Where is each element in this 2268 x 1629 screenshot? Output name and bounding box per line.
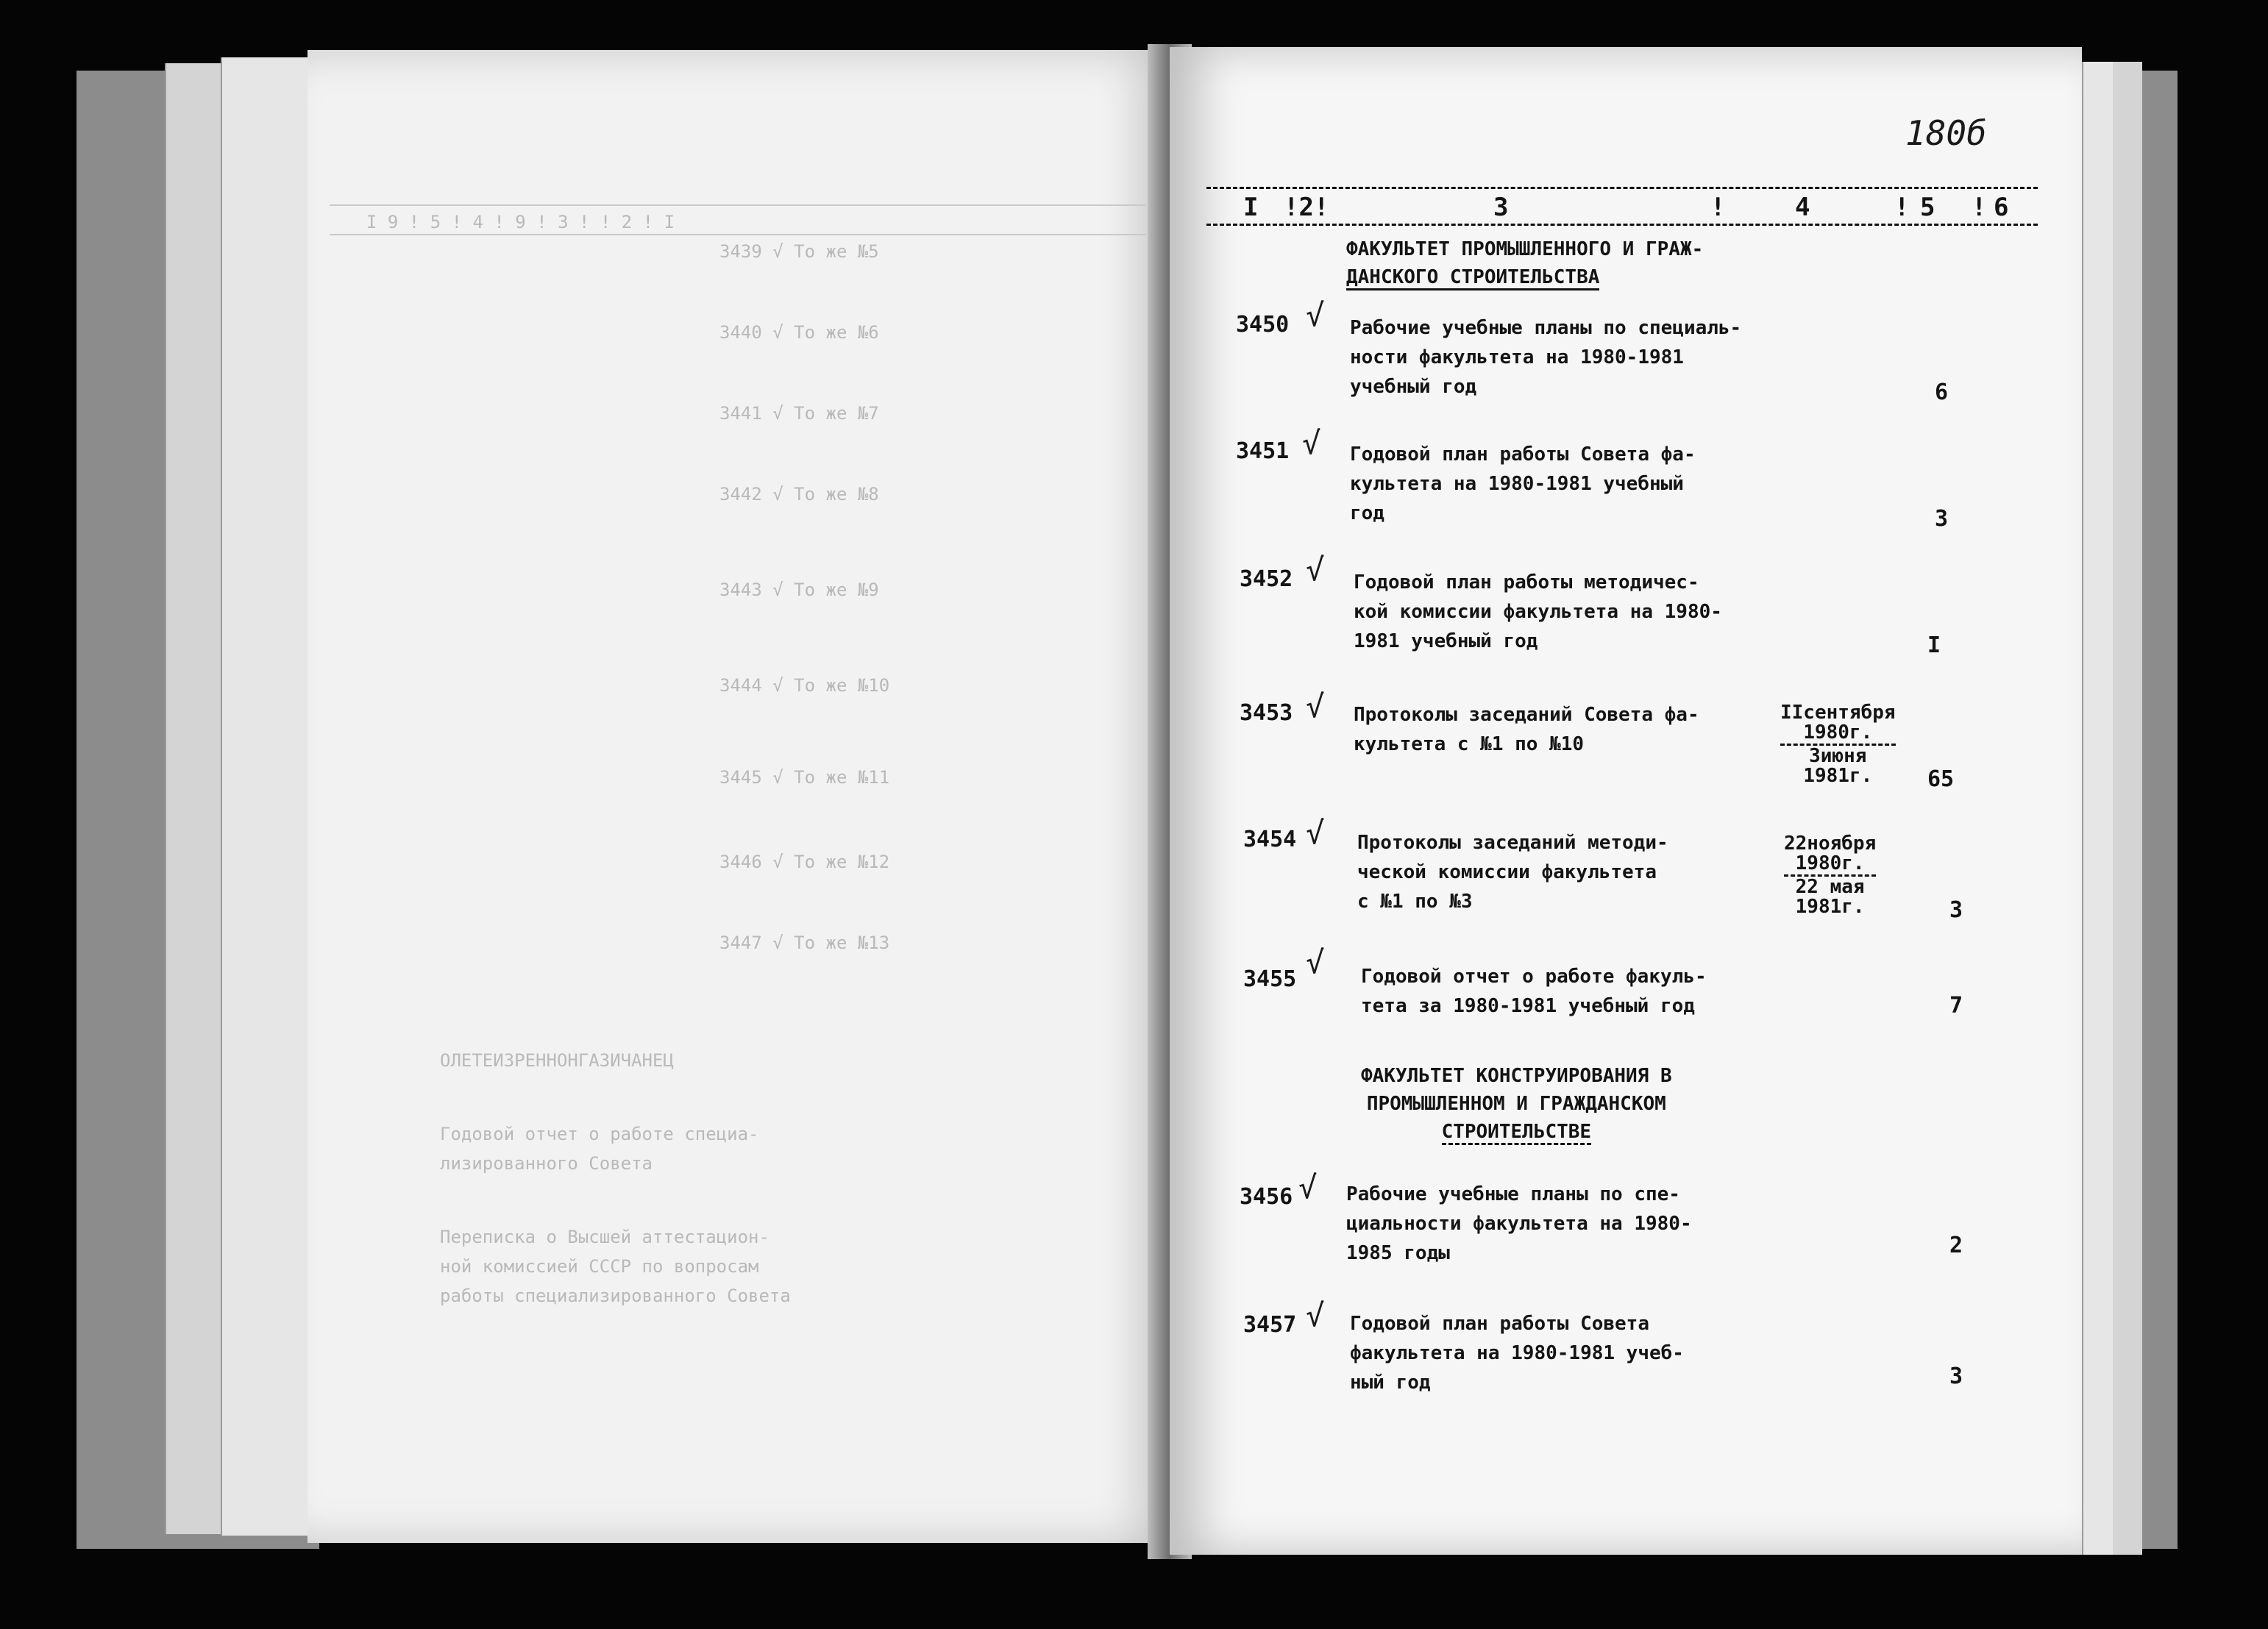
header-col-3: 3 — [1493, 193, 1509, 222]
record-date-range: IIсентября 1980г. 3июня 1981г. — [1780, 702, 1896, 787]
record-title: Рабочие учебные планы по спе- циальности факультета на 1980- 1985 годы — [1346, 1183, 1692, 1264]
checkmark-icon: √ — [1306, 1297, 1325, 1333]
checkmark-icon: √ — [1306, 552, 1325, 588]
record-title: Годовой план работы Совета факультета на 1980-1981 учеб- ный год — [1350, 1313, 1684, 1394]
section-heading-design — [1361, 1062, 1672, 1146]
checkmark-icon: √ — [1306, 944, 1325, 980]
folio-number: 180б — [1905, 113, 1987, 153]
record-sheet-count: 3 — [1949, 1364, 1963, 1389]
left-page-stack-inner — [221, 57, 318, 1536]
header-bottom-rule — [1206, 224, 2038, 226]
record-title: Протоколы заседаний Совета фа- культета с №1 по №10 — [1354, 704, 1699, 755]
header-sep-2: ! — [1894, 193, 1910, 222]
right-page-stack-inner — [2082, 62, 2113, 1555]
record-sheet-count: 3 — [1949, 897, 1963, 923]
right-page — [1170, 47, 2082, 1555]
header-col-1: I — [1243, 193, 1259, 222]
header-col-6: 6 — [1994, 193, 2009, 222]
record-number: 3451 — [1236, 438, 1290, 464]
section-heading-line: СТРОИТЕЛЬСТВЕ — [1442, 1121, 1592, 1145]
checkmark-icon: √ — [1302, 425, 1321, 461]
record-sheet-count: 3 — [1935, 506, 1949, 532]
record-title: Годовой план работы методичес- кой комиссии факультета на 1980- 1981 учебный год — [1354, 571, 1722, 652]
record-number: 3452 — [1240, 566, 1293, 592]
record-title: Протоколы заседаний методи- ческой комиссии факультета с №1 по №3 — [1357, 832, 1668, 913]
section-heading-line: ФАКУЛЬТЕТ ПРОМЫШЛЕННОГО И ГРАЖ- — [1346, 238, 1704, 260]
record-sheet-count: 6 — [1935, 379, 1949, 405]
record-number: 3457 — [1243, 1312, 1297, 1338]
section-heading-line: ПРОМЫШЛЕННОМ И ГРАЖДАНСКОМ — [1366, 1093, 1666, 1115]
record-number: 3450 — [1236, 312, 1290, 338]
checkmark-icon: √ — [1306, 297, 1325, 333]
section-heading-line: ДАНСКОГО СТРОИТЕЛЬСТВА — [1346, 266, 1599, 290]
record-number: 3454 — [1243, 827, 1297, 852]
record-sheet-count: 65 — [1927, 766, 1955, 792]
record-title: Годовой отчет о работе факуль- тета за 1980-1981 учебный год — [1361, 966, 1707, 1017]
header-col-5: 5 — [1920, 193, 1935, 222]
record-title: Годовой план работы Совета фа- культета на 1980-1981 учебный год — [1350, 443, 1696, 524]
record-number: 3453 — [1240, 700, 1293, 726]
record-title: Рабочие учебные планы по специаль- ности факультета на 1980-1981 учебный год — [1350, 317, 1742, 398]
header-col-2: !2! — [1284, 193, 1329, 222]
record-date-range: 22ноября 1980г. 22 мая 1981г. — [1784, 833, 1877, 918]
checkmark-icon: √ — [1298, 1169, 1318, 1205]
left-page: I 9 ! 5 ! 4 ! 9 ! 3 ! ! 2 ! I 3439 √ То же №5 3440 √ То же №6 3441 √ То же №7 3442 √ То же №8 3443 √ То же №9 3444 √ То же №10 3445 √ То же №11 3446 √ То же №12 3447 √ То же №13 ОЛЕТЕИЗРЕННОНГАЗИЧАНЕЦ Годовой отчет о работе специа- лизированного Совета Переписка о Высшей аттестацион- ной комиссией СССР по вопросам работы специализированного Совета — [308, 50, 1170, 1543]
header-col-4: 4 — [1795, 193, 1810, 222]
header-sep-3: ! — [1972, 193, 1987, 222]
record-number: 3456 — [1240, 1184, 1293, 1210]
header-sep-1: ! — [1710, 193, 1726, 222]
record-sheet-count: 2 — [1949, 1233, 1963, 1258]
checkmark-icon: √ — [1306, 815, 1325, 851]
checkmark-icon: √ — [1306, 688, 1325, 724]
record-sheet-count: I — [1927, 632, 1941, 658]
section-heading-line: ФАКУЛЬТЕТ КОНСТРУИРОВАНИЯ В — [1361, 1065, 1672, 1087]
record-number: 3455 — [1243, 966, 1297, 992]
section-heading-civil — [1346, 235, 1703, 291]
header-top-rule — [1206, 187, 2038, 189]
record-sheet-count: 7 — [1949, 993, 1963, 1019]
